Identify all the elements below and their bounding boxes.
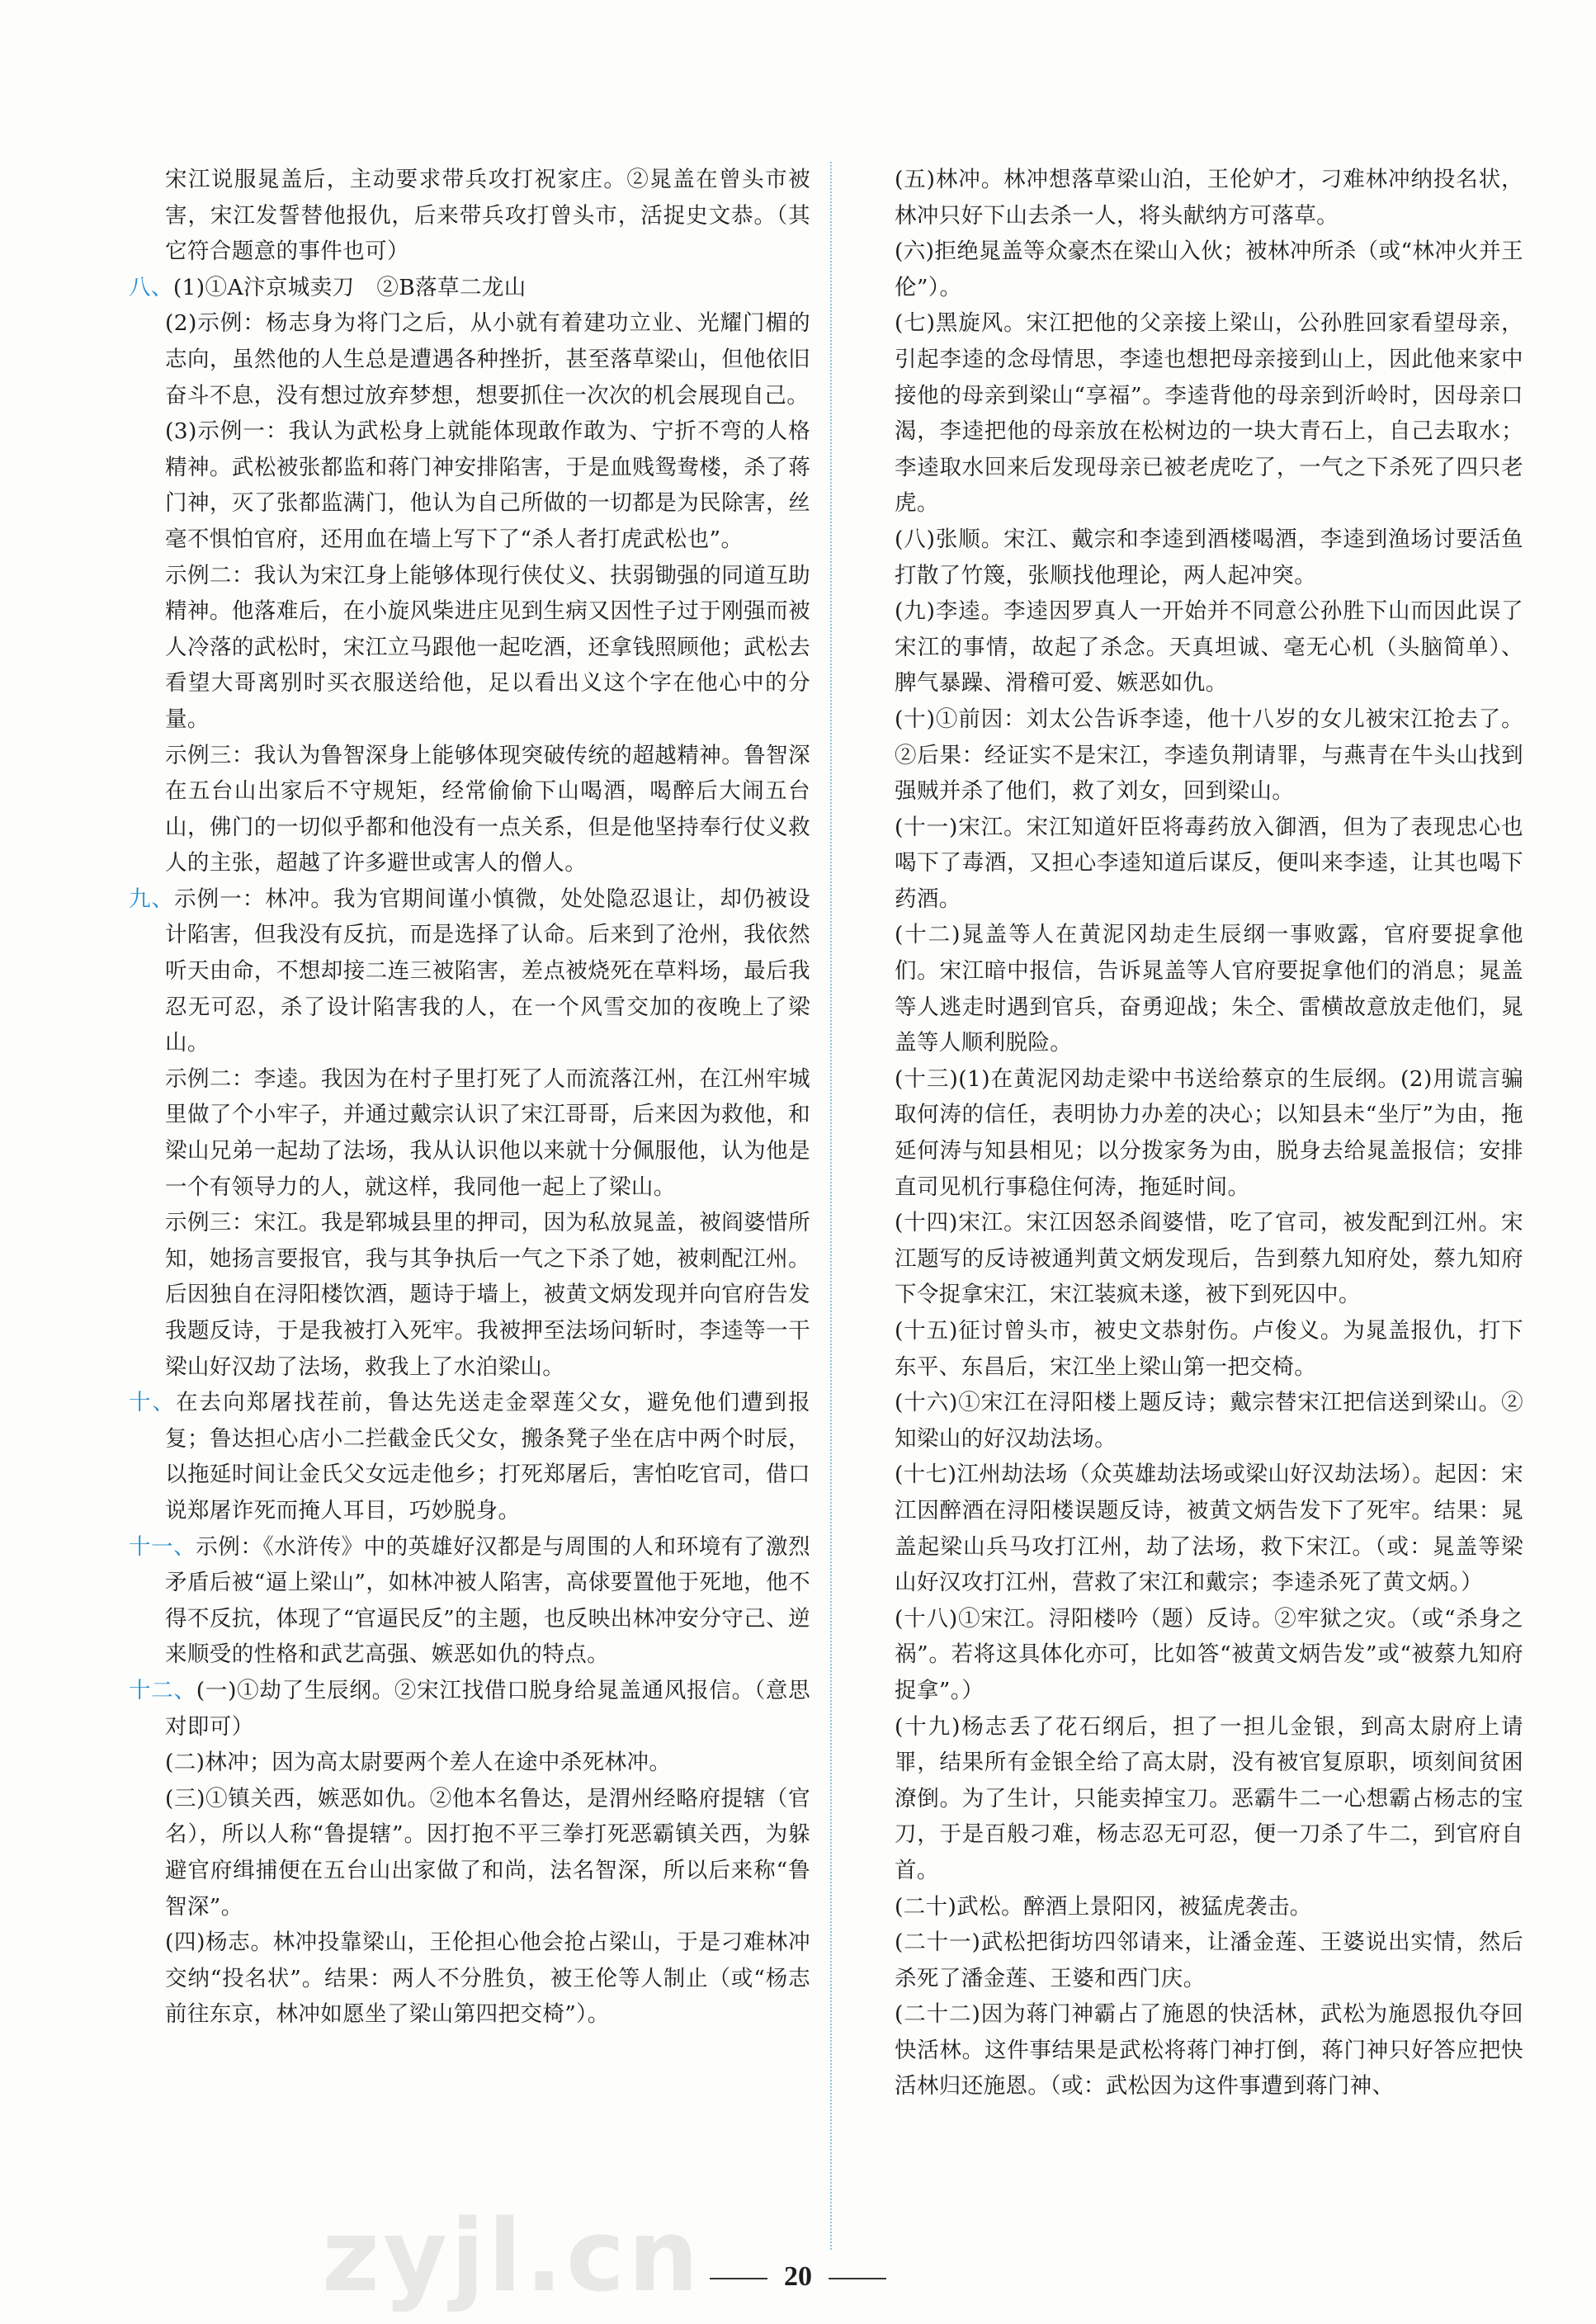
answer-paragraph [858, 1709, 1523, 1889]
answer-text: (十五)征讨曾头市，被史文恭射伤。卢俊义。为晁盖报仇，打下东平、东昌后，宋江坐上梁山第一把交椅。 [895, 1318, 1523, 1380]
question-number: 十二、 [129, 1677, 196, 1703]
answer-text: (二十二)因为蒋门神霸占了施恩的快活林，武松为施恩报仇夺回快活林。这件事结果是武松将蒋门神打倒，蒋门神只好答应把快活林归还施恩。（或：武松因为这件事遭到蒋门神、 [895, 2001, 1523, 2100]
answer-paragraph [129, 270, 810, 306]
answer-paragraph [858, 1457, 1523, 1600]
answer-paragraph [858, 1601, 1523, 1709]
answer-paragraph [129, 1673, 810, 1745]
answer-paragraph [858, 162, 1523, 234]
answer-text: (1)①A汴京城卖刀 ②B落草二龙山 [172, 274, 526, 300]
question-number: 十一、 [129, 1533, 196, 1560]
page-number-rule-left [710, 2278, 767, 2279]
page-number-text: 20 [784, 2261, 812, 2292]
answer-paragraph [858, 305, 1523, 522]
answer-text: (十一)宋江。宋江知道奸臣将毒药放入御酒，但为了表现忠心也喝下了毒酒，又担心李逵知道后谋反，便叫来李逵，让其也喝下药酒。 [895, 814, 1523, 912]
answer-text: 示例二：李逵。我因为在村子里打死了人而流落江州，在江州牢城里做了个小牢子，并通过戴宗认识了宋江哥哥，后来因为救他，和梁山兄弟一起劫了法场，我从认识他以来就十分佩服他，认为他是一个有领导力的人，就这样，我同他一起上了梁山。 [165, 1065, 810, 1200]
answer-text: (2)示例：杨志身为将门之后，从小就有着建功立业、光耀门楣的志向，虽然他的人生总是遭遇各种挫折，甚至落草梁山，但他依旧奋斗不息，没有想过放弃梦想，想要抓住一次次的机会展现自己。 [165, 310, 810, 409]
question-number: 十、 [129, 1390, 177, 1416]
answer-text: (三)①镇关西，嫉恶如仇。②他本名鲁达，是渭州经略府提辖（官名），所以人称“鲁提辖”。因打抱不平三拳打死恶霸镇关西，为躲避官府缉捕便在五台山出家做了和尚，法名智深，所以后来称“鲁智深”。 [165, 1785, 810, 1920]
answer-paragraph [858, 522, 1523, 593]
answer-text: (九)李逵。李逵因罗真人一开始并不同意公孙胜下山而因此误了宋江的事情，故起了杀念。天真坦诚、毫无心机（头脑简单）、脾气暴躁、滑稽可爱、嫉恶如仇。 [895, 598, 1523, 697]
answer-paragraph [858, 1996, 1523, 2104]
answer-paragraph [129, 1529, 810, 1673]
answer-paragraph [858, 917, 1523, 1060]
answer-paragraph [858, 701, 1523, 810]
answer-text: (六)拒绝晁盖等众豪杰在梁山入伙；被林冲所杀（或“林冲火并王伦”）。 [895, 239, 1523, 300]
answer-text: (十六)①宋江在浔阳楼上题反诗；戴宗替宋江把信送到梁山。②知梁山的好汉劫法场。 [895, 1390, 1523, 1452]
answer-text: 示例一：林冲。我为官期间谨小慎微，处处隐忍退让，却仍被设计陷害，但我没有反抗，而是选择了认命。后来到了沧州，我依然听天由命，不想却接二连三被陷害，差点被烧死在草料场，最后我忍无可忍，杀了设计陷害我的人，在一个风雪交加的夜晚上了梁山。 [165, 886, 810, 1056]
answer-paragraph [129, 1745, 810, 1781]
answer-paragraph [129, 413, 810, 557]
answer-text: (二)林冲；因为高太尉要两个差人在途中杀死林冲。 [165, 1750, 672, 1776]
question-number: 八、 [129, 274, 173, 300]
answer-text: 示例二：我认为宋江身上能够体现行侠仗义、扶弱锄强的同道互助精神。他落难后，在小旋风柴进庄见到生病又因性子过于刚强而被人冷落的武松时，宋江立马跟他一起吃酒，还拿钱照顾他；武松去看望大哥离别时买衣服送给他，足以看出义这个字在他心中的分量。 [165, 562, 810, 732]
answer-text: 示例三：我认为鲁智深身上能够体现突破传统的超越精神。鲁智深在五台山出家后不守规矩，经常偷偷下山喝酒，喝醉后大闹五台山，佛门的一切似乎都和他没有一点关系，但是他坚持奉行仗义救人的主张，超越了许多避世或害人的僧人。 [165, 742, 810, 876]
answer-text: 示例：《水浒传》中的英雄好汉都是与周围的人和环境有了激烈矛盾后被“逼上梁山”，如林冲被人陷害，高俅要置他于死地，他不得不反抗，体现了“官逼民反”的主题，也反映出林冲安分守己、逆来顺受的性格和武艺高强、嫉恶如仇的特点。 [165, 1533, 810, 1668]
answer-text: (3)示例一：我认为武松身上就能体现敢作敢为、宁折不弯的人格精神。武松被张都监和蒋门神安排陷害，于是血贱鸳鸯楼，杀了蒋门神，灭了张都监满门，他认为自己所做的一切都是为民除害，丝毫不惧怕官府，还用血在墙上写下了“杀人者打虎武松也”。 [165, 418, 810, 552]
right-column [858, 162, 1523, 2104]
answer-text: (二十一)武松把街坊四邻请来，让潘金莲、王婆说出实情，然后杀死了潘金莲、王婆和西门庆。 [895, 1930, 1523, 1991]
answer-text: (五)林冲。林冲想落草梁山泊，王伦妒才，刁难林冲纳投名状，林冲只好下山去杀一人，将头献纳方可落草。 [895, 167, 1523, 229]
answer-text: (十七)江州劫法场（众英雄劫法场或梁山好汉劫法场）。起因：宋江因醉酒在浔阳楼误题反诗，被黄文炳告发下了死牢。结果：晁盖起梁山兵马攻打江州，劫了法场，救下宋江。（或：晁盖等梁山好汉攻打江州，营救了宋江和戴宗；李逵杀死了黄文炳。） [895, 1462, 1523, 1596]
answer-paragraph [858, 1313, 1523, 1385]
answer-text: (四)杨志。林冲投靠梁山，王伦担心他会抢占梁山，于是刁难林冲交纳“投名状”。结果：两人不分胜负，被王伦等人制止（或“杨志前往东京，林冲如愿坐了梁山第四把交椅”）。 [165, 1930, 810, 2028]
answer-paragraph [858, 234, 1523, 305]
answer-paragraph [858, 1205, 1523, 1313]
answer-paragraph [129, 1925, 810, 2033]
answer-text: (一)①劫了生辰纲。②宋江找借口脱身给晁盖通风报信。（意思对即可） [165, 1677, 811, 1740]
answer-text: 宋江说服晁盖后，主动要求带兵攻打祝家庄。②晁盖在曾头市被害，宋江发誓替他报仇，后来带兵攻打曾头市，活捉史文恭。（其它符合题意的事件也可） [165, 167, 810, 265]
column-divider [830, 162, 832, 2250]
watermark: zyjl.cn [322, 2199, 702, 2314]
answer-paragraph [129, 1385, 810, 1528]
answer-paragraph [858, 1925, 1523, 1996]
answer-text: (八)张顺。宋江、戴宗和李逵到酒楼喝酒，李逵到渔场讨要活鱼打散了竹篾，张顺找他理论，两人起冲突。 [895, 526, 1523, 588]
answer-text: (十)①前因：刘太公告诉李逵，他十八岁的女儿被宋江抢去了。②后果：经证实不是宋江，李逵负荆请罪，与燕青在牛头山找到强贼并杀了他们，救了刘女，回到梁山。 [895, 706, 1523, 805]
answer-paragraph [129, 1205, 810, 1385]
answer-paragraph [858, 593, 1523, 701]
question-number: 九、 [129, 886, 175, 912]
page-number [0, 2261, 1596, 2293]
answer-text: (七)黑旋风。宋江把他的父亲接上梁山，公孙胜回家看望母亲，引起李逵的念母情思，李逵也想把母亲接到山上，因此他来家中接他的母亲到梁山“享福”。李逵背他的母亲到沂岭时，因母亲口渴，李逵把他的母亲放在松树边的一块大青石上，自己去取水；李逵取水回来后发现母亲已被老虎吃了，一气之下杀死了四只老虎。 [895, 310, 1523, 517]
answer-paragraph [129, 881, 810, 1061]
answer-text: 在去向郑屠找茬前，鲁达先送走金翠莲父女，避免他们遭到报复；鲁达担心店小二拦截金氏父女，搬条凳子坐在店中两个时辰，以拖延时间让金氏父女远走他乡；打死郑屠后，害怕吃官司，借口说郑屠诈死而掩人耳目，巧妙脱身。 [165, 1390, 810, 1523]
answer-text: (十八)①宋江。浔阳楼吟（题）反诗。②牢狱之灾。（或“杀身之祸”。若将这具体化亦可，比如答“被黄文炳告发”或“被蔡九知府捉拿”。） [895, 1605, 1523, 1703]
answer-paragraph [129, 162, 810, 270]
answer-text: (十二)晁盖等人在黄泥冈劫走生辰纲一事败露，官府要捉拿他们。宋江暗中报信，告诉晁盖等人官府要捉拿他们的消息；晁盖等人逃走时遇到官兵，奋勇迎战；朱仝、雷横故意放走他们，晁盖等人顺利脱险。 [895, 922, 1523, 1056]
answer-paragraph [129, 1781, 810, 1925]
answer-text: (十九)杨志丢了花石纲后，担了一担儿金银，到高太尉府上请罪，结果所有金银全给了高太尉，没有被官复原职，顷刻间贫困潦倒。为了生计，只能卖掉宝刀。恶霸牛二一心想霸占杨志的宝刀，于是百般刁难，杨志忍无可忍，便一刀杀了牛二，到官府自首。 [895, 1713, 1523, 1883]
answer-paragraph [129, 558, 810, 738]
answer-paragraph [858, 810, 1523, 918]
answer-paragraph [129, 738, 810, 881]
answer-paragraph [129, 1061, 810, 1205]
page-number-rule-right [829, 2278, 886, 2279]
answer-paragraph [858, 1385, 1523, 1457]
answer-paragraph [129, 305, 810, 413]
answer-text: (十三)(1)在黄泥冈劫走梁中书送给蔡京的生辰纲。(2)用谎言骗取何涛的信任，表明协力办差的决心；以知县未“坐厅”为由，拖延何涛与知县相见；以分拨家务为由，脱身去给晁盖报信；安排直司见机行事稳住何涛，拖延时间。 [895, 1065, 1523, 1200]
left-column [129, 162, 810, 2033]
answer-paragraph [858, 1061, 1523, 1205]
answer-paragraph [858, 1889, 1523, 1925]
answer-text: 示例三：宋江。我是郓城县里的押司，因为私放晁盖，被阎婆惜所知，她扬言要报官，我与其争执后一气之下杀了她，被刺配江州。后因独自在浔阳楼饮酒，题诗于墙上，被黄文炳发现并向官府告发我题反诗，于是我被打入死牢。我被押至法场问斩时，李逵等一干梁山好汉劫了法场，救我上了水泊梁山。 [165, 1210, 810, 1380]
answer-text: (十四)宋江。宋江因怒杀阎婆惜，吃了官司，被发配到江州。宋江题写的反诗被通判黄文炳发现后，告到蔡九知府处，蔡九知府下令捉拿宋江，宋江装疯未遂，被下到死囚中。 [895, 1210, 1523, 1308]
answer-text: (二十)武松。醉酒上景阳冈，被猛虎袭击。 [895, 1893, 1312, 1920]
